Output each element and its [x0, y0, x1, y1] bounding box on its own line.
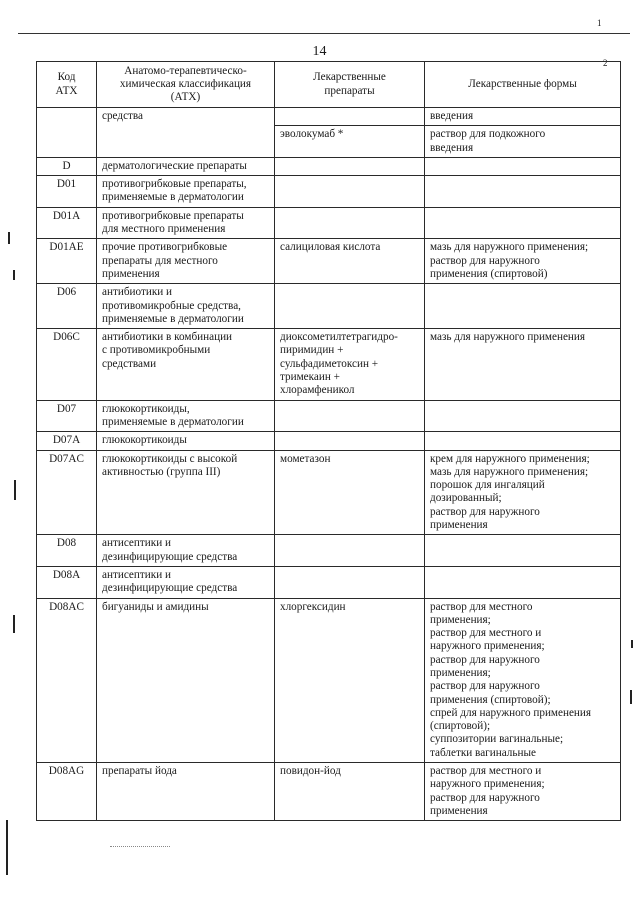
table-row — [37, 157, 621, 175]
row-forms — [425, 566, 621, 598]
scan-mark — [6, 820, 8, 875]
scan-mark — [13, 270, 15, 280]
continuation-drug-forms: раствор для подкожного введения — [425, 126, 621, 158]
row-code: D08AC — [37, 598, 97, 763]
row-drugs: салициловая кислота — [275, 239, 425, 284]
table-header-row — [37, 62, 621, 108]
row-classification: препараты йода — [97, 763, 275, 821]
row-drugs — [275, 432, 425, 450]
continuation-classification: средства — [97, 108, 275, 158]
row-classification: глюкокортикоиды — [97, 432, 275, 450]
row-forms: мазь для наружного применения — [425, 329, 621, 400]
table-row — [37, 284, 621, 329]
table-row — [37, 763, 621, 821]
row-drugs — [275, 535, 425, 567]
table-row — [37, 432, 621, 450]
row-forms — [425, 176, 621, 208]
continuation-row — [37, 108, 621, 126]
row-drugs — [275, 157, 425, 175]
row-drugs: мометазон — [275, 450, 425, 535]
row-forms — [425, 432, 621, 450]
header-classification: Анатомо-терапевтическо- химическая классификация (АТХ) — [97, 62, 275, 108]
top-rule — [18, 33, 630, 34]
corner-mark-second: 2 — [603, 58, 608, 68]
atx-table — [36, 61, 621, 821]
row-forms: раствор для местного применения; раствор для местного и наружного применения; раствор для наружного применения; раствор для наружного применения (спиртовой); спрей для наружного применения (спиртовой); суппозитории вагинальные; таблетки вагинальные — [425, 598, 621, 763]
row-classification: антибиотики в комбинации с противомикробными средствами — [97, 329, 275, 400]
continuation-forms-top: введения — [425, 108, 621, 126]
row-classification: противогрибковые препараты, применяемые в дерматологии — [97, 176, 275, 208]
row-classification: антисептики и дезинфицирующие средства — [97, 535, 275, 567]
continuation-code — [37, 108, 97, 158]
table-row — [37, 598, 621, 763]
continuation-drug: эволокумаб * — [275, 126, 425, 158]
row-classification: бигуаниды и амидины — [97, 598, 275, 763]
row-forms — [425, 284, 621, 329]
scan-mark — [14, 480, 16, 500]
row-code: D — [37, 157, 97, 175]
row-forms: крем для наружного применения; мазь для наружного применения; порошок для ингаляций дозированный; раствор для наружного применения — [425, 450, 621, 535]
row-drugs: диоксометилтетрагидро- пиримидин + сульфадиметоксин + тримекаин + хлорамфеникол — [275, 329, 425, 400]
row-classification: глюкокортикоиды, применяемые в дерматологии — [97, 400, 275, 432]
row-code: D06 — [37, 284, 97, 329]
page-number: 14 — [312, 44, 327, 59]
row-code: D01 — [37, 176, 97, 208]
row-code: D08AG — [37, 763, 97, 821]
scan-smudge — [110, 846, 170, 847]
row-code: D01AE — [37, 239, 97, 284]
header-drugs: Лекарственные препараты — [275, 62, 425, 108]
row-code: D07 — [37, 400, 97, 432]
scan-mark — [8, 232, 10, 244]
table-row — [37, 566, 621, 598]
row-forms — [425, 207, 621, 239]
corner-mark-top: 1 — [597, 18, 602, 28]
continuation-drug-empty — [275, 108, 425, 126]
scan-mark — [630, 690, 632, 704]
row-code: D01A — [37, 207, 97, 239]
row-forms: мазь для наружного применения; раствор для наружного применения (спиртовой) — [425, 239, 621, 284]
row-classification: антисептики и дезинфицирующие средства — [97, 566, 275, 598]
table-row — [37, 176, 621, 208]
row-code: D07AC — [37, 450, 97, 535]
table-row — [37, 207, 621, 239]
row-forms: раствор для местного и наружного применения; раствор для наружного применения — [425, 763, 621, 821]
row-drugs — [275, 284, 425, 329]
scan-mark — [631, 640, 633, 648]
header-forms: Лекарственные формы — [425, 62, 621, 108]
row-code: D08 — [37, 535, 97, 567]
scan-mark — [13, 615, 15, 633]
row-forms — [425, 535, 621, 567]
row-drugs — [275, 207, 425, 239]
row-classification: прочие противогрибковые препараты для местного применения — [97, 239, 275, 284]
row-drugs — [275, 176, 425, 208]
row-code: D07A — [37, 432, 97, 450]
table-row — [37, 450, 621, 535]
row-forms — [425, 157, 621, 175]
row-classification: антибиотики и противомикробные средства, применяемые в дерматологии — [97, 284, 275, 329]
table-row — [37, 400, 621, 432]
row-classification: глюкокортикоиды с высокой активностью (группа III) — [97, 450, 275, 535]
table-row — [37, 239, 621, 284]
row-code: D08A — [37, 566, 97, 598]
row-code: D06C — [37, 329, 97, 400]
row-forms — [425, 400, 621, 432]
row-drugs: повидон-йод — [275, 763, 425, 821]
row-drugs — [275, 566, 425, 598]
table-row — [37, 329, 621, 400]
header-code: Код АТХ — [37, 62, 97, 108]
row-drugs — [275, 400, 425, 432]
row-classification: дерматологические препараты — [97, 157, 275, 175]
row-classification: противогрибковые препараты для местного применения — [97, 207, 275, 239]
table-row — [37, 535, 621, 567]
row-drugs: хлоргексидин — [275, 598, 425, 763]
